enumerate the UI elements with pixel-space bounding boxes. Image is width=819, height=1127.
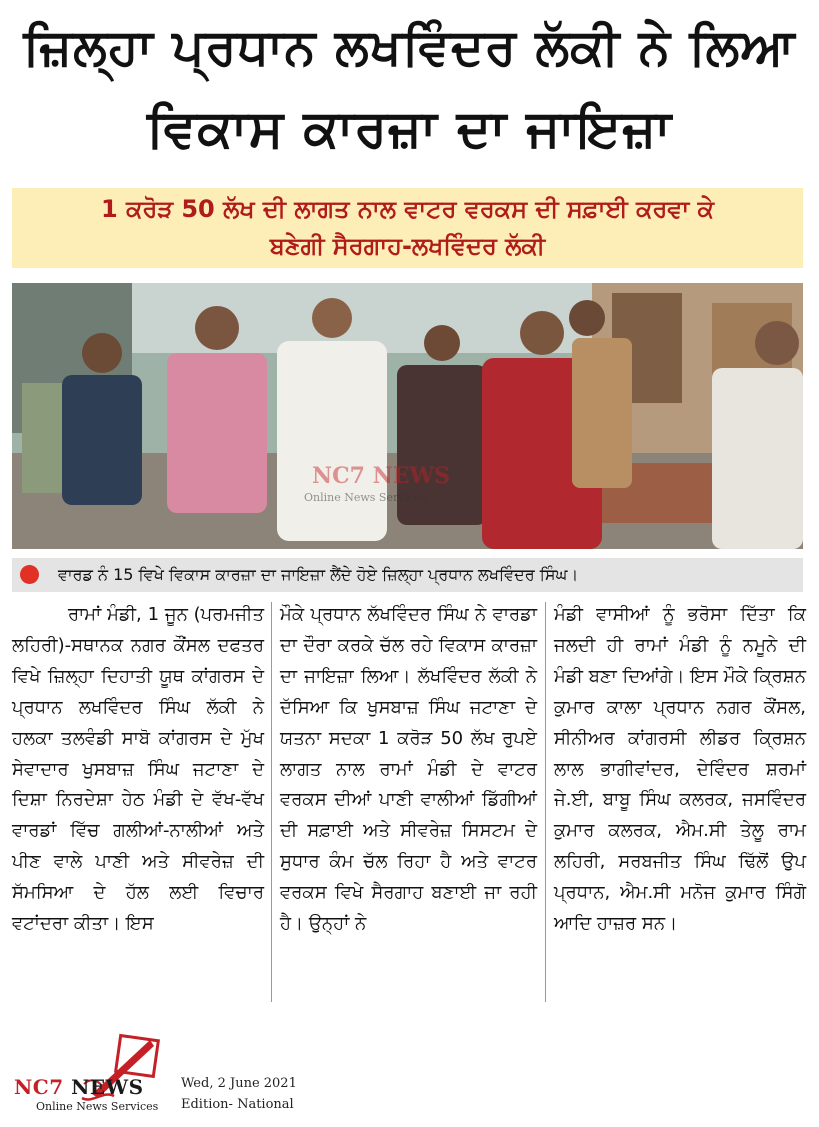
headline-line-1: ਜ਼ਿਲ੍ਹਾ ਪ੍ਰਧਾਨ ਲਖਵਿੰਦਰ ਲੱਕੀ ਨੇ ਲਿਆ	[23, 18, 796, 76]
footer-brand	[14, 1075, 144, 1099]
column-divider-2	[545, 602, 546, 1002]
article-column-2: ਮੌਕੇ ਪ੍ਰਧਾਨ ਲੱਖਵਿੰਦਰ ਸਿੰਘ ਨੇ ਵਾਰਡਾ ਦਾ ਦੌਰਾ ਕਰਕੇ ਚੱਲ ਰਹੇ ਵਿਕਾਸ ਕਾਰਜ਼ਾ ਦਾ ਜਾਇਜ਼ਾ ਲਿਆ। ਲੱਖਵਿੰਦਰ ਲੱਕੀ ਨੇ ਦੱਸਿਆ ਕਿ ਖੁਸਬਾਜ਼ ਸਿੰਘ ਜਟਾਣਾ ਦੇ ਯਤਨਾ ਸਦਕਾ 1 ਕਰੋੜ 50 ਲੱਖ ਰੁਪਏ ਲਾਗਤ ਨਾਲ ਰਾਮਾਂ ਮੰਡੀ ਦੇ ਵਾਟਰ ਵਰਕਸ ਦੀਆਂ ਪਾਣੀ ਵਾਲੀਆਂ ਡਿੱਗੀਆਂ ਦੀ ਸਫ਼ਾਈ ਅਤੇ ਸੀਵਰੇਜ਼ ਸਿਸਟਮ ਦੇ ਸੁਧਾਰ ਕੰਮ ਚੱਲ ਰਿਹਾ ਹੈ ਅਤੇ ਵਾਟਰ ਵਰਕਸ ਵਿਖੇ ਸੈਰਗਾਹ ਬਣਾਈ ਜਾ ਰਹੀ ਹੈ। ਉਨ੍ਹਾਂ ਨੇ	[280, 604, 537, 935]
headline	[10, 8, 809, 172]
photo-illustration	[12, 283, 803, 549]
article-column-1: ਰਾਮਾਂ ਮੰਡੀ, 1 ਜੂਨ (ਪਰਮਜੀਤ ਲਹਿਰੀ)-ਸਥਾਨਕ ਨਗਰ ਕੌਂਸਲ ਦਫਤਰ ਵਿਖੇ ਜ਼ਿਲ੍ਹਾ ਦਿਹਾਤੀ ਯੂਥ ਕਾਂਗਰਸ ਦੇ ਪ੍ਰਧਾਨ ਲਖਵਿੰਦਰ ਸਿੰਘ ਲੱਕੀ ਨੇ ਹਲਕਾ ਤਲਵੰਡੀ ਸਾਬੋ ਕਾਂਗਰਸ ਦੇ ਮੁੱਖ ਸੇਵਾਦਾਰ ਖੁਸਬਾਜ਼ ਸਿੰਘ ਜਟਾਣਾ ਦੇ ਦਿਸ਼ਾ ਨਿਰਦੇਸ਼ਾ ਹੇਠ ਮੰਡੀ ਦੇ ਵੱਖ-ਵੱਖ ਵਾਰਡਾਂ ਵਿੱਚ ਗਲੀਆਂ-ਨਾਲੀਆਂ ਅਤੇ ਪੀਣ ਵਾਲੇ ਪਾਣੀ ਅਤੇ ਸੀਵਰੇਜ਼ ਦੀ ਸੱਮਸਿਆ ਦੇ ਹੱਲ ਲਈ ਵਿਚਾਰ ਵਟਾਂਦਰਾ ਕੀਤਾ। ਇਸ	[12, 604, 264, 935]
footer-edition: Edition- National	[181, 1097, 294, 1112]
subheadline-line-2: ਬਣੇਗੀ ਸੈਰਗਾਹ-ਲਖਵਿੰਦਰ ਲੱਕੀ	[269, 232, 546, 260]
caption-text: ਵਾਰਡ ਨੰ 15 ਵਿਖੇ ਵਿਕਾਸ ਕਾਰਜ਼ਾ ਦਾ ਜਾਇਜ਼ਾ ਲੈਂਦੇ ਹੋਏ ਜ਼ਿਲ੍ਹਾ ਪ੍ਰਧਾਨ ਲਖਵਿੰਦਰ ਸਿੰਘ।	[58, 565, 579, 584]
subheadline-box	[12, 188, 803, 268]
caption-bullet-icon	[20, 565, 39, 584]
footer-services: Online News Services	[36, 1100, 159, 1113]
watermark-brand: NC7 NEWS	[312, 463, 451, 489]
brand-news: NEWS	[71, 1075, 144, 1099]
article-column-3: ਮੰਡੀ ਵਾਸੀਆਂ ਨੂੰ ਭਰੋਸਾ ਦਿੱਤਾ ਕਿ ਜਲਦੀ ਹੀ ਰਾਮਾਂ ਮੰਡੀ ਨੂੰ ਨਮੂਨੇ ਦੀ ਮੰਡੀ ਬਣਾ ਦਿਆਂਗੇ। ਇਸ ਮੌਕੇ ਕ੍ਰਿਸ਼ਨ ਕੁਮਾਰ ਕਾਲਾ ਪ੍ਰਧਾਨ ਨਗਰ ਕੌਂਸਲ, ਸੀਨੀਅਰ ਕਾਂਗਰਸੀ ਲੀਡਰ ਕ੍ਰਿਸ਼ਨ ਲਾਲ ਭਾਗੀਵਾਂਦਰ, ਦੇਵਿੰਦਰ ਸ਼ਰਮਾਂ ਜੇ.ਈ, ਬਾਬੂ ਸਿੰਘ ਕਲਰਕ, ਜਸਵਿੰਦਰ ਕੁਮਾਰ ਕਲਰਕ, ਐਮ.ਸੀ ਤੇਲੂ ਰਾਮ ਲਹਿਰੀ, ਸਰਬਜੀਤ ਸਿੰਘ ਢਿੱਲੋਂ ਉਪ ਪ੍ਰਧਾਨ, ਐਮ.ਸੀ ਮਨੋਜ ਕੁਮਾਰ ਸਿੰਗੋ ਆਦਿ ਹਾਜ਼ਰ ਸਨ।	[554, 604, 806, 935]
footer-date: Wed, 2 June 2021	[181, 1076, 297, 1091]
watermark-sub: Online News Services	[304, 491, 427, 504]
brand-nc7: NC7	[14, 1075, 64, 1099]
column-divider-1	[271, 602, 272, 1002]
subheadline-line-1: 1 ਕਰੋੜ 50 ਲੱਖ ਦੀ ਲਾਗਤ ਨਾਲ ਵਾਟਰ ਵਰਕਸ ਦੀ ਸਫ਼ਾਈ ਕਰਵਾ ਕੇ	[101, 195, 714, 223]
headline-line-2: ਵਿਕਾਸ ਕਾਰਜ਼ਾ ਦਾ ਜਾਇਜ਼ਾ	[146, 99, 672, 159]
news-photo	[12, 283, 803, 549]
photo-caption	[12, 558, 803, 592]
